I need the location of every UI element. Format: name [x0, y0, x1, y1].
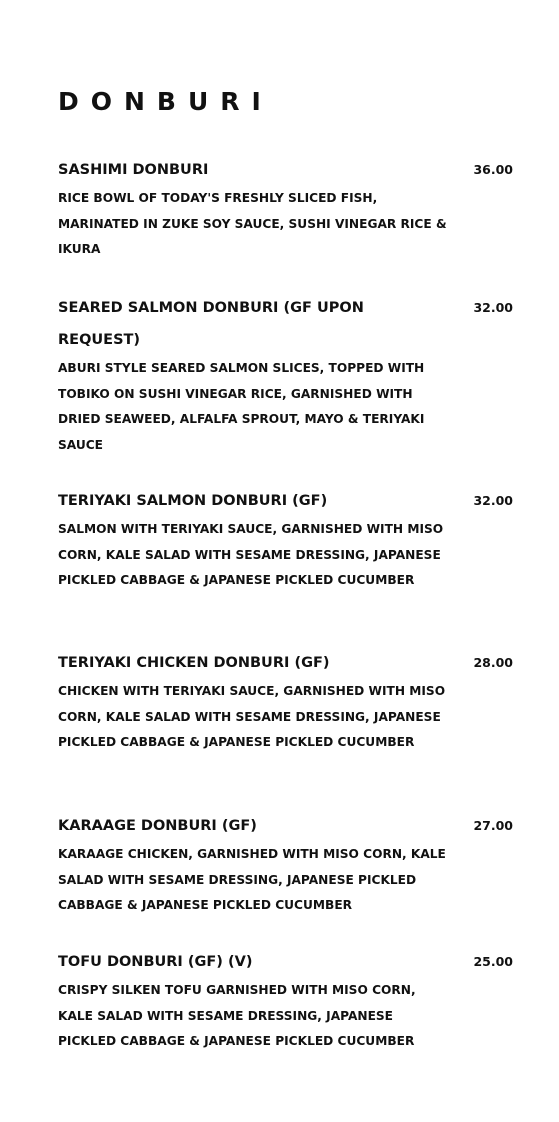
menu-item-name: KARAAGE DONBURI (GF) — [58, 818, 257, 834]
menu-item-teriyaki-salmon-donburi — [58, 485, 513, 594]
menu-item-name: TERIYAKI SALMON DONBURI (GF) — [58, 493, 328, 509]
menu-item-description: SALMON WITH TERIYAKI SAUCE, GARNISHED WITH MISO CORN, KALE SALAD WITH SESAME DRESSING, JAPANESE PICKLED CABBAGE & JAPANESE PICKLED CUCUMBER — [58, 522, 444, 587]
menu-item-sashimi-donburi — [58, 154, 513, 263]
menu-item-seared-salmon-donburi — [58, 292, 513, 458]
menu-item-name: SASHIMI DONBURI — [58, 162, 209, 178]
section-title: DONBURI — [58, 87, 273, 116]
menu-item-description: CHICKEN WITH TERIYAKI SAUCE, GARNISHED WITH MISO CORN, KALE SALAD WITH SESAME DRESSING, JAPANESE PICKLED CABBAGE & JAPANESE PICKLED CUCUMBER — [58, 684, 446, 749]
menu-item-description: CRISPY SILKEN TOFU GARNISHED WITH MISO CORN, KALE SALAD WITH SESAME DRESSING, JAPANESE PICKLED CABBAGE & JAPANESE PICKLED CUCUMBER — [58, 983, 416, 1048]
menu-item-description: KARAAGE CHICKEN, GARNISHED WITH MISO CORN, KALE SALAD WITH SESAME DRESSING, JAPANESE PICKLED CABBAGE & JAPANESE PICKLED CUCUMBER — [58, 847, 446, 912]
menu-item-name: TERIYAKI CHICKEN DONBURI (GF) — [58, 655, 330, 671]
menu-item-description: RICE BOWL OF TODAY'S FRESHLY SLICED FISH, MARINATED IN ZUKE SOY SAUCE, SUSHI VINEGAR RICE & IKURA — [58, 191, 447, 256]
menu-item-price: 32.00 — [473, 300, 513, 315]
menu-item-tofu-donburi — [58, 946, 513, 1055]
menu-item-name: TOFU DONBURI (GF) (V) — [58, 954, 253, 970]
menu-item-name: SEARED SALMON DONBURI (GF UPON REQUEST) — [58, 300, 364, 348]
menu-item-price: 28.00 — [473, 655, 513, 670]
menu-item-teriyaki-chicken-donburi — [58, 647, 513, 756]
menu-item-price: 25.00 — [473, 954, 513, 969]
menu-item-price: 32.00 — [473, 493, 513, 508]
menu-item-karaage-donburi — [58, 810, 513, 919]
menu-item-description: ABURI STYLE SEARED SALMON SLICES, TOPPED WITH TOBIKO ON SUSHI VINEGAR RICE, GARNISHED WITH DRIED SEAWEED, ALFALFA SPROUT, MAYO & TERIYAKI SAUCE — [58, 361, 425, 452]
menu-item-price: 27.00 — [473, 818, 513, 833]
menu-item-price: 36.00 — [473, 162, 513, 177]
